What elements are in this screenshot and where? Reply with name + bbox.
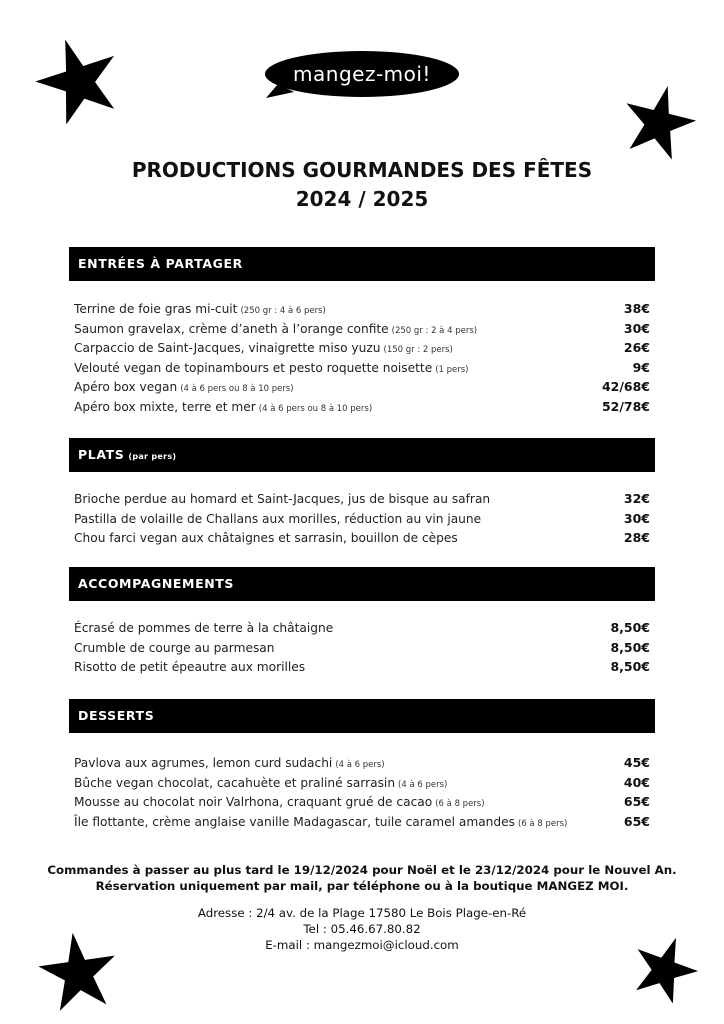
section-heading-label: ENTRÉES À PARTAGER (78, 256, 243, 271)
menu-item (74, 755, 650, 775)
item-note: (1 pers) (435, 364, 469, 375)
order-info (0, 862, 724, 894)
item-price: 65€ (623, 813, 650, 829)
logo (264, 50, 460, 100)
item-note: (250 gr : 4 à 6 pers) (240, 306, 326, 316)
section-entrees (69, 247, 655, 418)
item-price: 8,50€ (610, 639, 650, 655)
item-price: 8,50€ (610, 659, 650, 674)
item-name: Carpaccio de Saint-Jacques, vinaigrette miso yuzu (74, 341, 381, 355)
item-price: 30€ (623, 320, 650, 336)
contact-info (0, 905, 724, 953)
menu-item (74, 814, 650, 834)
menu-item (74, 620, 650, 640)
item-name: Pastilla de volaille de Challans aux morilles, réduction au vin jaune (74, 511, 482, 526)
item-note: (250 gr : 2 à 4 pers) (391, 325, 478, 336)
section-plats (69, 438, 655, 550)
menu-item (74, 399, 650, 419)
menu-item (74, 340, 650, 360)
item-name: Crumble de courge au parmesan (74, 640, 275, 655)
item-note: (4 à 6 pers) (398, 779, 448, 790)
menu-item (74, 794, 650, 814)
page-title (0, 156, 724, 214)
item-price: 32€ (623, 491, 650, 506)
section-heading (69, 699, 655, 733)
section-accompagnements (69, 567, 655, 679)
item-name: Chou farci vegan aux châtaignes et sarrasin, bouillon de cèpes (74, 531, 458, 545)
address: Adresse : 2/4 av. de la Plage 17580 Le Bois Plage-en-Ré (197, 906, 527, 920)
section-heading (69, 567, 655, 601)
item-name: Bûche vegan chocolat, cacahuète et praliné sarrasin (74, 775, 396, 790)
item-price: 26€ (623, 340, 650, 355)
item-name: Saumon gravelax, crème d’aneth à l’orange confite (74, 321, 389, 336)
item-price: 9€ (632, 359, 650, 375)
section-heading-label: DESSERTS (78, 708, 155, 723)
item-price: 65€ (623, 794, 650, 809)
item-price: 45€ (623, 755, 650, 770)
item-note: (4 à 6 pers ou 8 à 10 pers) (180, 384, 294, 394)
title-line-2: 2024 / 2025 (295, 187, 429, 211)
menu-item (74, 301, 650, 321)
menu-item (74, 775, 650, 795)
menu-item (74, 530, 650, 550)
section-heading (69, 438, 655, 472)
item-name: Risotto de petit épeautre aux morilles (74, 660, 306, 674)
item-name: Mousse au chocolat noir Valrhona, craquant grué de cacao (74, 795, 433, 809)
item-price: 40€ (623, 774, 650, 790)
item-note: (4 à 6 pers ou 8 à 10 pers) (258, 403, 373, 414)
menu-list (69, 620, 655, 679)
item-name: Brioche perdue au homard et Saint-Jacques, jus de bisque au safran (74, 492, 491, 506)
section-heading (69, 247, 655, 281)
star-icon (33, 34, 123, 124)
item-name: Terrine de foie gras mi-cuit (74, 302, 238, 316)
phone[interactable]: Tel : 05.46.67.80.82 (303, 922, 421, 936)
star-icon (620, 82, 698, 160)
email[interactable]: E-mail : mangezmoi@icloud.com (265, 938, 459, 952)
item-price: 28€ (623, 530, 650, 545)
section-heading-label: ACCOMPAGNEMENTS (78, 576, 235, 591)
menu-item (74, 659, 650, 679)
menu-list (69, 755, 655, 833)
item-name: Apéro box vegan (74, 380, 178, 394)
menu-list (69, 301, 655, 418)
item-price: 8,50€ (610, 620, 650, 635)
menu-item (74, 321, 650, 341)
logo-text: mangez-moi! (293, 62, 431, 86)
item-name: Apéro box mixte, terre et mer (74, 399, 256, 414)
item-price: 52/78€ (601, 398, 650, 414)
menu-item (74, 379, 650, 399)
order-reservation: Réservation uniquement par mail, par téléphone ou à la boutique MANGEZ MOI. (95, 879, 629, 893)
menu-item (74, 511, 650, 531)
item-price: 30€ (623, 510, 650, 526)
item-price: 38€ (623, 301, 650, 316)
order-deadline: Commandes à passer au plus tard le 19/12/2024 pour Noël et le 23/12/2024 pour le Nouvel An. (47, 863, 677, 877)
item-note: (6 à 8 pers) (518, 818, 568, 829)
item-note: (150 gr : 2 pers) (383, 345, 453, 355)
item-price: 42/68€ (601, 379, 650, 394)
item-note: (4 à 6 pers) (335, 760, 385, 770)
item-note: (6 à 8 pers) (435, 799, 485, 809)
menu-item (74, 360, 650, 380)
section-heading-label: PLATS (78, 447, 125, 462)
item-name: Velouté vegan de topinambours et pesto roquette noisette (74, 360, 433, 375)
section-desserts (69, 699, 655, 833)
menu-item (74, 640, 650, 660)
menu-list (69, 491, 655, 550)
menu-item (74, 491, 650, 511)
section-heading-note: (par pers) (128, 452, 177, 461)
title-line-1: PRODUCTIONS GOURMANDES DES FÊTES (131, 158, 593, 182)
item-name: Pavlova aux agrumes, lemon curd sudachi (74, 756, 333, 770)
item-name: Île flottante, crème anglaise vanille Madagascar, tuile caramel amandes (74, 814, 515, 829)
item-name: Écrasé de pommes de terre à la châtaigne (74, 621, 334, 635)
